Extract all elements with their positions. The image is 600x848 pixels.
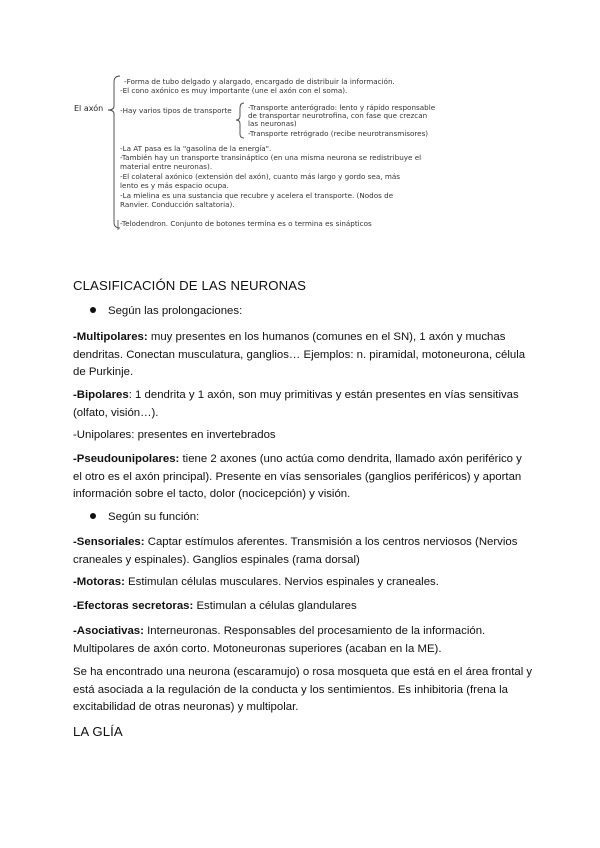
paragraph-sensoriales (73, 534, 533, 569)
diagram-line: -Forma de tubo delgado y alargado, encargado de distribuir la información. (124, 77, 395, 86)
bullet-label: Según su función: (108, 511, 200, 523)
term-label: -Multipolares: (73, 331, 148, 343)
diagram-root-label: El axón (74, 104, 104, 113)
term-text: Interneuronas. Responsables del procesamiento de la información. Multipolares de axón corto. Motoneuronas superiores (acaban en la ME). (73, 625, 486, 655)
term-label: -Bipolares (73, 389, 129, 401)
term-text: tiene 2 axones (uno actúa como dendrita, llamado axón periférico y el otro es el axón principal). Presente en vías sensoriales (ganglios periféricos) y aportan información sobre el tacto, dolor (nocicepción) y visión. (73, 453, 522, 500)
diagram-line: Ranvier. Conducción saltatoria). (120, 200, 235, 209)
diagram-line: -El colateral axónico (extensión del axón), cuanto más largo y gordo sea, más (120, 172, 400, 181)
diagram-line: de transportar neurotrofina, con fase que crezcan (248, 111, 428, 120)
diagram-line: -El cono axónico es muy importante (une el axón con el soma). (120, 86, 348, 95)
axon-diagram (68, 70, 448, 235)
term-text: : 1 dendrita y 1 axón, son muy primitivas y están presentes en vías sensitivas (olfato, visión…). (73, 389, 519, 419)
diagram-line: -La mielina es una sustancia que recubre y acelera el transporte. (Nodos de (120, 191, 394, 200)
diagram-line: -La AT pasa es la "gasolina de la energía". (120, 144, 272, 153)
diagram-line: lento es y más espacio ocupa. (120, 181, 229, 190)
paragraph-multipolares (73, 329, 533, 382)
term-text: Estimulan células musculares. Nervios espinales y craneales. (124, 576, 439, 588)
diagram-line: -También hay un transporte transináptico (en una misma neurona se redistribuye el (120, 153, 422, 162)
diagram-line: -Transporte retrógrado (recibe neurotransmisores) (248, 129, 429, 138)
paragraph-efectoras (73, 598, 533, 616)
bullet-dot-icon (90, 513, 96, 519)
paragraph-asociativas (73, 623, 533, 658)
diagram-line: material entre neuronas). (120, 162, 213, 171)
bullet-item (90, 511, 199, 523)
paragraph-unipolares: -Unipolares: presentes en invertebrados (73, 429, 276, 441)
term-text: Estimulan a células glandulares (193, 600, 357, 612)
bullet-item (90, 305, 242, 317)
term-text: Captar estímulos aferentes. Transmisión a los centros nerviosos (Nervios craneales y espinales). Ganglios espinales (rama dorsal) (73, 536, 518, 566)
paragraph-bipolares (73, 387, 533, 422)
diagram-line: -Transporte anterógrado: lento y rápido responsable (248, 103, 436, 112)
bullet-dot-icon (90, 307, 96, 313)
term-label: -Pseudounipolares: (73, 453, 180, 465)
term-label: -Motoras: (73, 576, 125, 588)
diagram-line: -Hay varios tipos de transporte (120, 106, 232, 115)
paragraph-rosa-mosqueta: Se ha encontrado una neurona (escaramujo) o rosa mosqueta que está en el área frontal y está asociada a la regulación de la conducta y los sentimientos. Es inhibitoria (frena la excitabilidad de otras neuronas) y multipolar. (73, 666, 533, 713)
term-label: -Efectoras secretoras: (73, 600, 194, 612)
term-text: muy presentes en los humanos (comunes en el SN), 1 axón y muchas dendritas. Conectan musculatura, ganglios… Ejemplos: n. piramidal, motoneurona, célula de Purkinje. (73, 331, 526, 378)
diagram-line: las neuronas) (248, 119, 297, 128)
paragraph-pseudounipolares (73, 451, 533, 504)
paragraph-motoras (73, 574, 533, 592)
term-label: -Asociativas: (73, 625, 144, 637)
section-title-glia: LA GLÍA (73, 724, 123, 739)
section-title-clasificacion: CLASIFICACIÓN DE LAS NEURONAS (73, 278, 306, 293)
diagram-line: -Telodendron. Conjunto de botones termina es o termina es sinápticos (120, 219, 372, 228)
bullet-label: Según las prolongaciones: (108, 305, 243, 317)
term-label: -Sensoriales: (73, 536, 145, 548)
